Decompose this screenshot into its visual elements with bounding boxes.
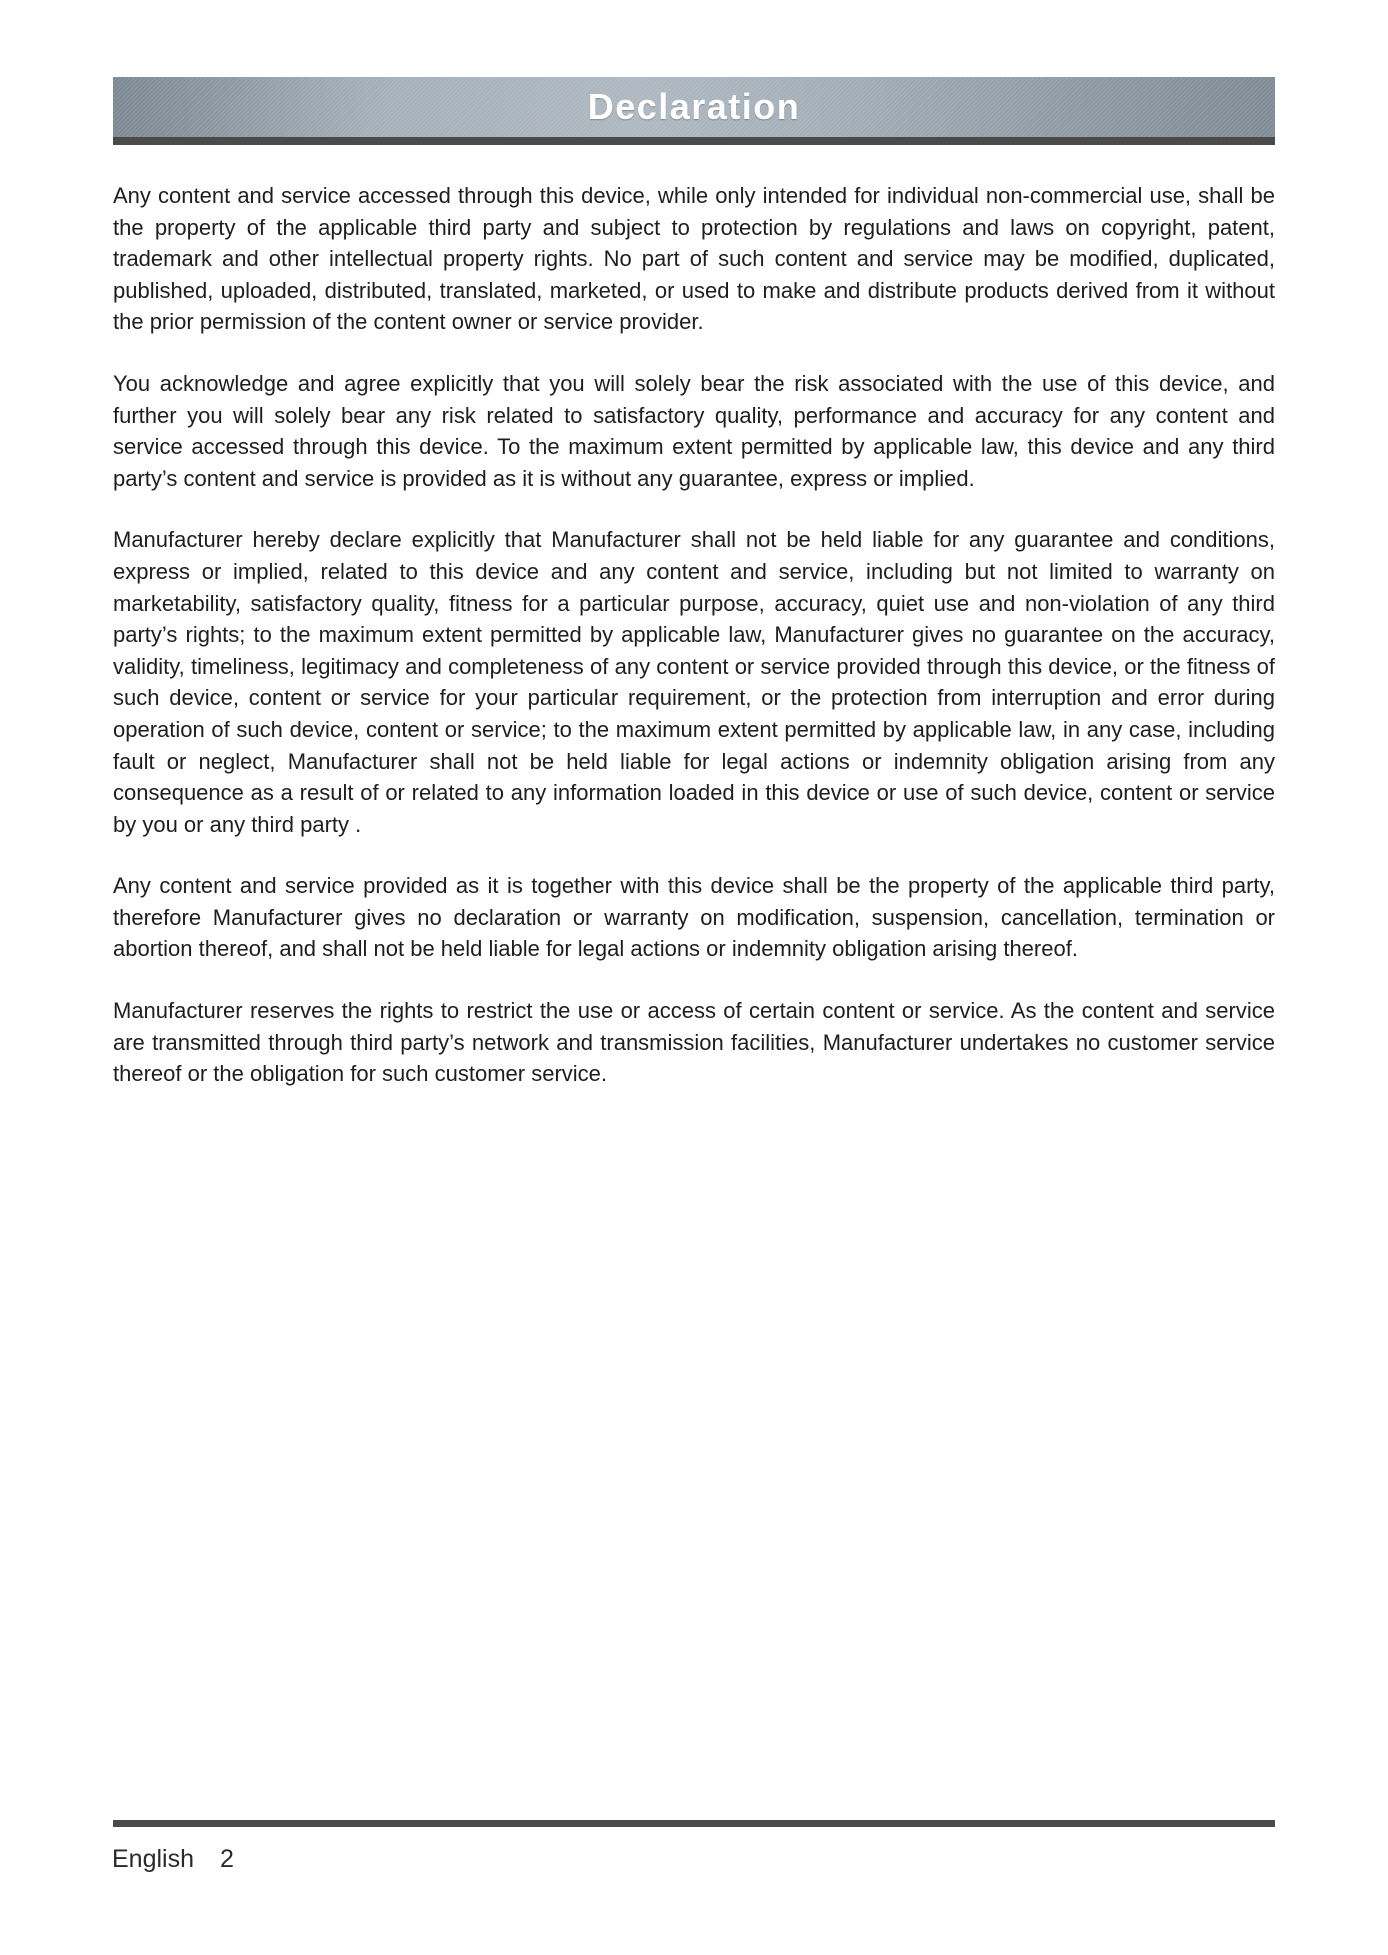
footer-rule <box>113 1820 1275 1827</box>
paragraph-access-restriction: Manufacturer reserves the rights to restrict the use or access of certain content or service. As the content and service are transmitted through third party’s network and transmission facilities, Manufacturer undertakes no customer service thereof or the obligation for such customer service. <box>113 998 1275 1087</box>
section-title: Declaration <box>587 86 801 127</box>
section-header-bar <box>113 77 1275 137</box>
header-rule <box>113 137 1275 145</box>
page-number: 2 <box>220 1844 234 1873</box>
paragraph-intellectual-property: Any content and service accessed through this device, while only intended for individual non-commercial use, shall be the property of the applicable third party and subject to protection by regulations and laws on copyright, patent, trademark and other intellectual property rights. No part of such content and service may be modified, duplicated, published, uploaded, distributed, translated, marketed, or used to make and distribute products derived from it without the prior permission of the content owner or service provider. <box>113 183 1275 335</box>
paragraph-third-party-content: Any content and service provided as it is together with this device shall be the property of the applicable third party, therefore Manufacturer gives no declaration or warranty on modification, suspension, cancellation, termination or abortion thereof, and shall not be held liable for legal actions or indemnity obligation arising thereof. <box>113 873 1275 962</box>
footer-language: English <box>112 1844 194 1873</box>
paragraph-risk-acknowledgement: You acknowledge and agree explicitly that you will solely bear the risk associated with the use of this device, and further you will solely bear any risk related to satisfactory quality, performance and accuracy for any content and service accessed through this device. To the maximum extent permitted by applicable law, this device and any third party’s content and service is provided as it is without any guarantee, express or implied. <box>113 370 1275 491</box>
paragraph-liability-disclaimer: Manufacturer hereby declare explicitly that Manufacturer shall not be held liable for any guarantee and conditions, express or implied, related to this device and any content and service, including but not limited to warranty on marketability, satisfactory quality, fitness for a particular purpose, accuracy, quiet use and non-violation of any third party’s rights; to the maximum extent permitted by applicable law, Manufacturer gives no guarantee on the accuracy, validity, timeliness, legitimacy and completeness of any content or service provided through this device, or the fitness of such device, content or service for your particular requirement, or the protection from interruption and error during operation of such device, content or service; to the maximum extent permitted by applicable law, in any case, including fault or neglect, Manufacturer shall not be held liable for legal actions or indemnity obligation arising from any consequence as a result of or related to any information loaded in this device or use of such device, content or service by you or any third party . <box>113 527 1275 837</box>
declaration-body <box>113 180 1275 1120</box>
page-footer <box>112 1844 234 1874</box>
